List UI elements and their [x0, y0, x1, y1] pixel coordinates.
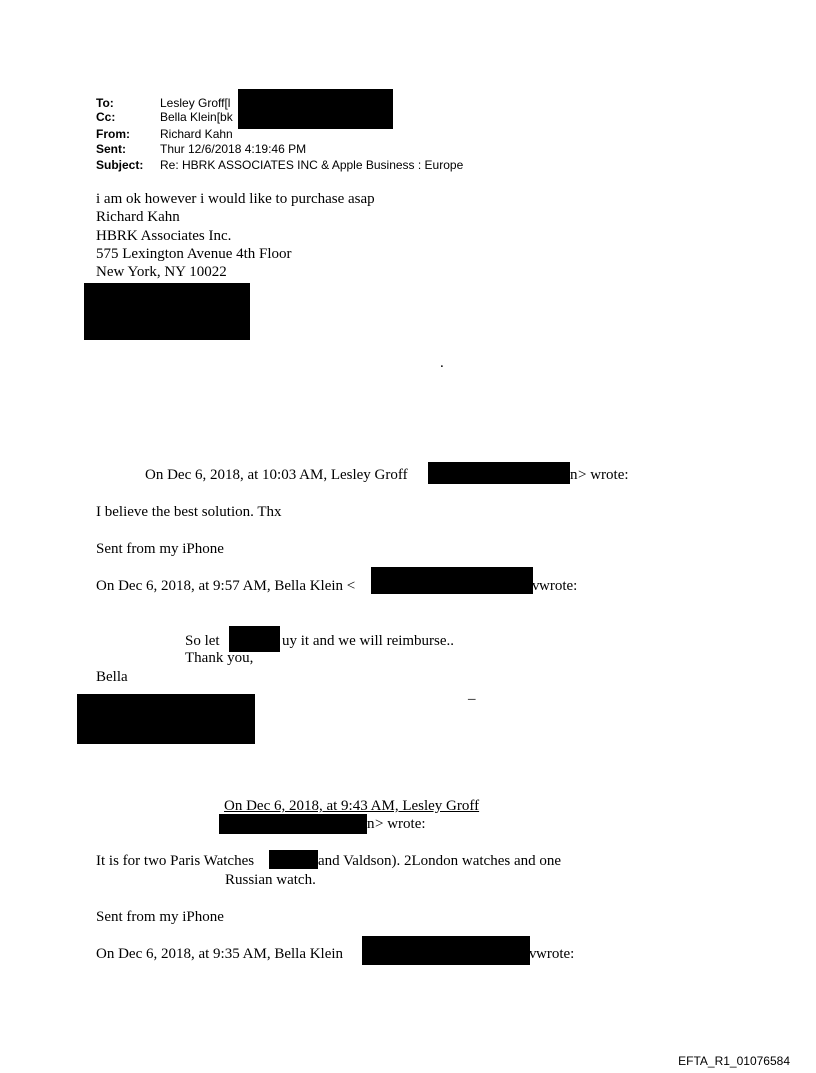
to-label: To: [96, 96, 114, 110]
redaction-signature [84, 283, 250, 340]
quote4-header-a: On Dec 6, 2018, at 9:35 AM, Bella Klein [96, 946, 344, 962]
quote2-line1-a: So let [185, 633, 220, 649]
body-line1: i am ok however i would like to purchase asap [96, 191, 375, 207]
quote2-header-v: v [532, 578, 540, 594]
quote2-header-a: On Dec 6, 2018, at 9:57 AM, Bella Klein < [96, 578, 356, 594]
signature-address1: 575 Lexington Avenue 4th Floor [96, 246, 292, 262]
header-from [96, 127, 233, 141]
cc-label: Cc: [96, 110, 116, 124]
document-id: EFTA_R1_01076584 [678, 1054, 790, 1068]
quote2-line1-b: uy it and we will reimburse.. [282, 633, 455, 649]
header-subject [96, 158, 463, 172]
redaction-quote3-name [269, 850, 318, 869]
sent-label: Sent: [96, 142, 126, 156]
signature-name: Richard Kahn [96, 209, 180, 225]
subject-label: Subject: [96, 158, 144, 172]
header-cc [96, 110, 233, 124]
quote1-header-b: > wrote: [578, 467, 629, 483]
quote2-line2: Thank you, [185, 650, 254, 666]
quote4-header-v: v [529, 946, 537, 962]
redaction-header-emails [238, 89, 393, 129]
quote1-header-a: On Dec 6, 2018, at 10:03 AM, Lesley Groff [145, 467, 408, 483]
sent-from-iphone-2: Sent from my iPhone [96, 909, 224, 925]
signature-company: HBRK Associates Inc. [96, 228, 232, 244]
stray-dash: – [468, 691, 476, 707]
from-value: Richard Kahn [160, 127, 233, 141]
subject-value: Re: HBRK ASSOCIATES INC & Apple Business : Europe [160, 158, 464, 172]
quote1-text: I believe the best solution. Thx [96, 504, 282, 520]
quote1-header-h: n [570, 467, 578, 483]
quote3-line1-b: and Valdson). 2London watches and one [318, 853, 562, 869]
quote3-header-h: n [367, 816, 375, 832]
quote3-header-b: > wrote: [375, 816, 426, 832]
cc-value: Bella Klein[bk [160, 110, 233, 124]
quote2-signature: Bella [96, 669, 128, 685]
header-sent [96, 142, 306, 156]
to-value: Lesley Groff[l [160, 96, 231, 110]
stray-dot: . [440, 355, 444, 371]
quote2-header-b: wrote: [539, 578, 578, 594]
quote3-header-a: On Dec 6, 2018, at 9:43 AM, Lesley Groff [224, 798, 480, 814]
quote3-line2: Russian watch. [225, 872, 316, 888]
redaction-quote4-email [362, 936, 530, 965]
signature-address2: New York, NY 10022 [96, 264, 227, 280]
redaction-quote2-signature [77, 694, 255, 744]
sent-value: Thur 12/6/2018 4:19:46 PM [160, 142, 307, 156]
from-label: From: [96, 127, 130, 141]
redaction-quote2-email [371, 567, 533, 594]
redaction-quote3-email [219, 814, 367, 834]
quote4-header-b: wrote: [536, 946, 575, 962]
redaction-quote1-email [428, 462, 570, 484]
quote3-line1-a: It is for two Paris Watches [96, 853, 255, 869]
header-to [96, 96, 230, 110]
sent-from-iphone-1: Sent from my iPhone [96, 541, 224, 557]
